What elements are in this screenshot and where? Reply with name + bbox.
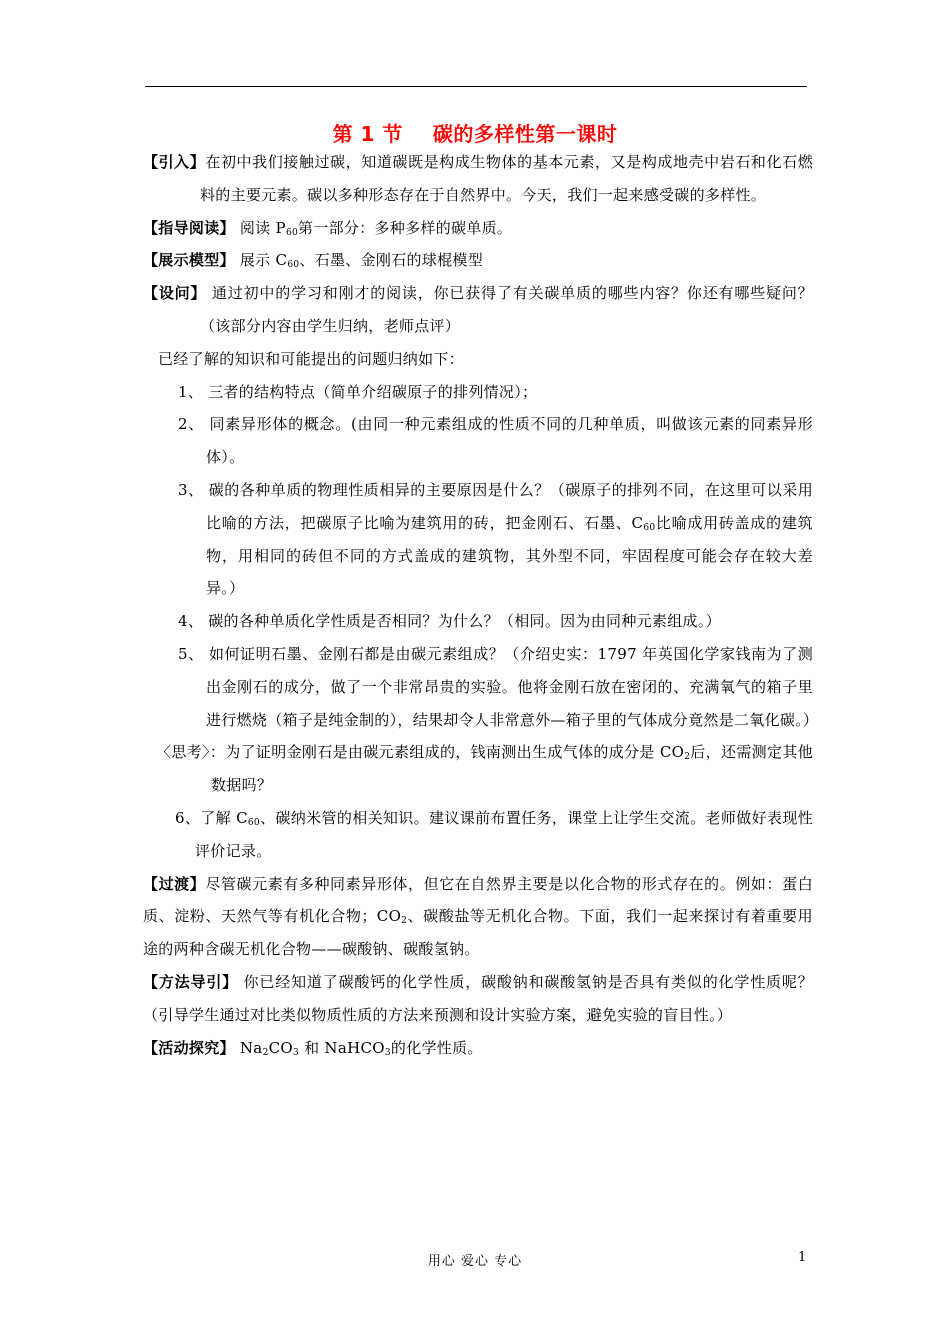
list-item-1: 1、 三者的结构特点（简单介绍碳原子的排列情况）； (178, 382, 538, 401)
question-tag: 【设问】 (143, 284, 207, 303)
reading-paragraph (143, 212, 813, 245)
reading-tag: 【指导阅读】 (143, 218, 235, 237)
reading-text: 阅读 P (234, 218, 286, 237)
list-item-3 (143, 474, 813, 605)
model-paragraph (143, 244, 813, 277)
title-topic: 碳的多样性第一课时 (432, 122, 618, 146)
formula-sub-1: 2 (262, 1047, 269, 1058)
transition-tag: 【过渡】 (143, 874, 206, 893)
reading-text-post: 第一部分：多种多样的碳单质。 (298, 218, 513, 237)
transition-sub: 2 (401, 916, 408, 927)
list-item-3-sub: 60 (643, 522, 656, 533)
intro-text: 在初中我们接触过碳，知道碳既是构成生物体的基本元素，又是构成地壳中岩石和化石燃料的主要元素。碳以多种形态存在于自然界中。今天，我们一起来感受碳的多样性。 (200, 153, 813, 204)
activity-paragraph (143, 1032, 813, 1065)
formula-sub-3: 3 (384, 1047, 391, 1058)
model-text-post: 、石墨、金刚石的球棍模型 (299, 251, 483, 270)
list-item-2: 2、 同素异形体的概念。(由同一种元素组成的性质不同的几种单质，叫做该元素的同素异形体）。 (178, 415, 813, 467)
list-item-6-text: 6、了解 C (175, 808, 248, 827)
transition-paragraph (143, 868, 813, 966)
formula-sub-2: 3 (292, 1047, 299, 1058)
model-tag: 【展示模型】 (143, 251, 235, 270)
question-paragraph (143, 277, 813, 343)
method-tag: 【方法导引】 (143, 972, 238, 991)
formula-nahco3: 和 NaHCO (299, 1038, 385, 1057)
reading-sub: 60 (285, 227, 299, 238)
list-item-4: 4、 碳的各种单质化学性质是否相同？为什么？（相同。因为由同种元素组成。） (178, 612, 721, 631)
list-item-3-text-post: 比喻成用砖盖成的建筑物，用相同的砖但不同的方式盖成的建筑物，其外型不同，牢固程度可能会存在较大差异。） (206, 513, 813, 598)
transition-text: 尽管碳元素有多种同素异形体，但它在自然界主要是以化合物的形式存在的。例如：蛋白质、淀粉、天然气等有机化合物；CO (143, 874, 813, 926)
method-text: 你已经知道了碳酸钙的化学性质，碳酸钠和碳酸氢钠是否具有类似的化学性质呢？（引导学生通过对比类似物质性质的方法来预测和设计实验方案，避免实验的盲目性。） (143, 972, 813, 1024)
header-rule (145, 86, 807, 87)
list-item-6-sub: 60 (247, 817, 260, 828)
formula-na2co3-a: Na (234, 1038, 263, 1057)
page-number: 1 (798, 1250, 807, 1265)
intro-tag: 【引入】 (143, 153, 206, 171)
intro-paragraph (143, 146, 813, 212)
think-sub: 2 (684, 752, 691, 763)
transition-text-post: 、碳酸盐等无机化合物。下面，我们一起来探讨有着重要用途的两种含碳无机化合物——碳酸钠、碳酸氢钠。 (143, 907, 813, 959)
summary-intro: 已经了解的知识和可能提出的问题归纳如下： (158, 349, 465, 368)
think-paragraph (143, 736, 813, 802)
list-item-6 (143, 802, 813, 868)
list-item-5: 5、 如何证明石墨、金刚石都是由碳元素组成？（介绍史实：1797 年英国化学家钱南为了测出金刚石的成分，做了一个非常昂贵的实验。他将金刚石放在密闭的、充满氧气的箱子里进行燃烧（箱子是纯金制的），结果却令人非常意外—箱子里的气体成分竟然是二氧化碳。） (178, 644, 819, 729)
title-section: 第 1 节 (332, 122, 403, 146)
think-text: 〈思考〉：为了证明金刚石是由碳元素组成的，钱南测出生成气体的成分是 CO (156, 743, 685, 762)
method-paragraph (143, 966, 813, 1032)
lesson-body (143, 146, 819, 1064)
formula-na2co3-b: CO (268, 1038, 293, 1057)
footer-motto: 用心 爱心 专心 (427, 1254, 523, 1269)
list-item-3-text: 3、 碳的各种单质的物理性质相异的主要原因是什么？（碳原子的排列不同，在这里可以采用比喻的方法，把碳原子比喻为建筑用的砖，把金刚石、石墨、C (178, 480, 813, 532)
activity-text-post: 的化学性质。 (390, 1038, 483, 1057)
activity-tag: 【活动探究】 (143, 1038, 235, 1057)
think-text-post: 后，还需测定其他数据吗？ (211, 743, 813, 795)
page-title (0, 118, 950, 147)
question-text: 通过初中的学习和刚才的阅读，你已获得了有关碳单质的哪些内容？你还有哪些疑问？（该部分内容由学生归纳，老师点评） (200, 284, 813, 335)
model-text: 展示 C (234, 251, 288, 270)
model-sub: 60 (287, 260, 300, 271)
list-item-6-text-post: 、碳纳米管的相关知识。建议课前布置任务，课堂上让学生交流。老师做好表现性评价记录。 (195, 808, 813, 860)
